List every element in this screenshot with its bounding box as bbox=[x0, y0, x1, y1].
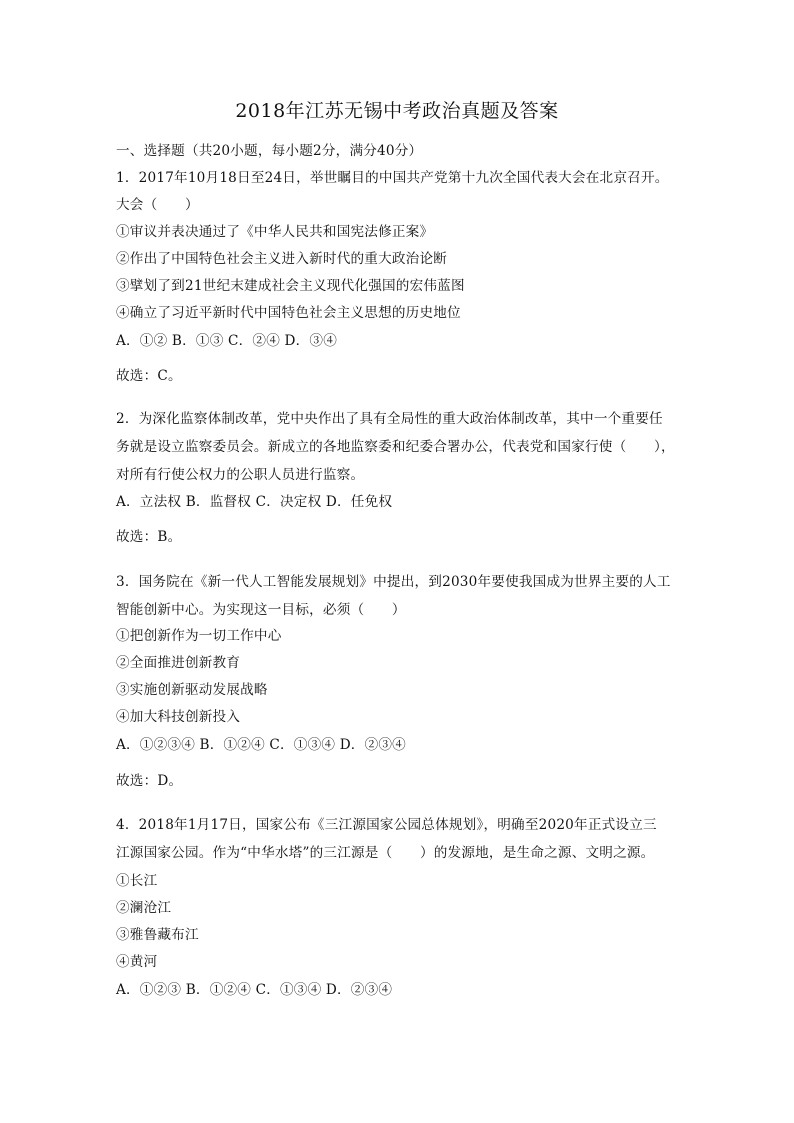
page-title: 2018年江苏无锡中考政治真题及答案 bbox=[235, 100, 559, 122]
q4-stem-line-2: 江源国家公园。作为“中华水塔”的三江源是（ ）的发源地，是生命之源、文明之源。 bbox=[116, 845, 655, 861]
q3-item-3: ③实施创新驱动发展战略 bbox=[116, 682, 268, 698]
q4-item-3: ③雅鲁藏布江 bbox=[116, 927, 199, 943]
q2-answer: 故选：B。 bbox=[116, 529, 182, 545]
q4-options: A．①②③ B．①②④ C．①③④ D．②③④ bbox=[116, 982, 393, 998]
q3-item-1: ①把创新作为一切工作中心 bbox=[116, 628, 282, 644]
section-heading: 一、选择题（共20小题，每小题2分，满分40分） bbox=[116, 143, 423, 159]
q2-stem-line-1: 2．为深化监察体制改革，党中央作出了具有全局性的重大政治体制改革，其中一个重要任 bbox=[116, 411, 663, 427]
q1-item-3: ③擘划了到21世纪末建成社会主义现代化强国的宏伟蓝图 bbox=[116, 278, 465, 294]
q3-stem-line-2: 智能创新中心。为实现这一目标，必须（ ） bbox=[116, 602, 406, 618]
q3-item-2: ②全面推进创新教育 bbox=[116, 655, 241, 671]
q1-stem-line-1: 1．2017年10月18日至24日，举世瞩目的中国共产党第十九次全国代表大会在北京召开。 bbox=[116, 170, 669, 186]
q4-stem-line-1: 4．2018年1月17日，国家公布《三江源国家公园总体规划》，明确至2020年正式设立三 bbox=[116, 817, 657, 833]
q1-item-4: ④确立了习近平新时代中国特色社会主义思想的历史地位 bbox=[116, 305, 461, 321]
q3-answer: 故选：D。 bbox=[116, 773, 183, 789]
q1-item-1: ①审议并表决通过了《中华人民共和国宪法修正案》 bbox=[116, 224, 434, 240]
q1-answer: 故选：C。 bbox=[116, 368, 182, 384]
q2-options: A．立法权 B．监督权 C．决定权 D．任免权 bbox=[116, 494, 393, 510]
q3-item-4: ④加大科技创新投入 bbox=[116, 709, 241, 725]
q4-item-2: ②澜沧江 bbox=[116, 900, 172, 916]
q2-stem-line-3: 对所有行使公权力的公职人员进行监察。 bbox=[116, 467, 365, 483]
q4-item-4: ④黄河 bbox=[116, 954, 158, 970]
q2-stem-line-2: 务就是设立监察委员会。新成立的各地监察委和纪委合署办公，代表党和国家行使（ ）， bbox=[116, 439, 675, 455]
q1-options: A．①② B．①③ C．②④ D．③④ bbox=[116, 333, 337, 349]
q1-stem-line-2: 大会（ ） bbox=[116, 197, 199, 213]
q1-item-2: ②作出了中国特色社会主义进入新时代的重大政治论断 bbox=[116, 251, 448, 267]
q3-stem-line-1: 3．国务院在《新一代人工智能发展规划》中提出，到2030年要使我国成为世界主要的人工 bbox=[116, 574, 671, 590]
q3-options: A．①②③④ B．①②④ C．①③④ D．②③④ bbox=[116, 737, 406, 753]
q4-item-1: ①长江 bbox=[116, 873, 158, 889]
